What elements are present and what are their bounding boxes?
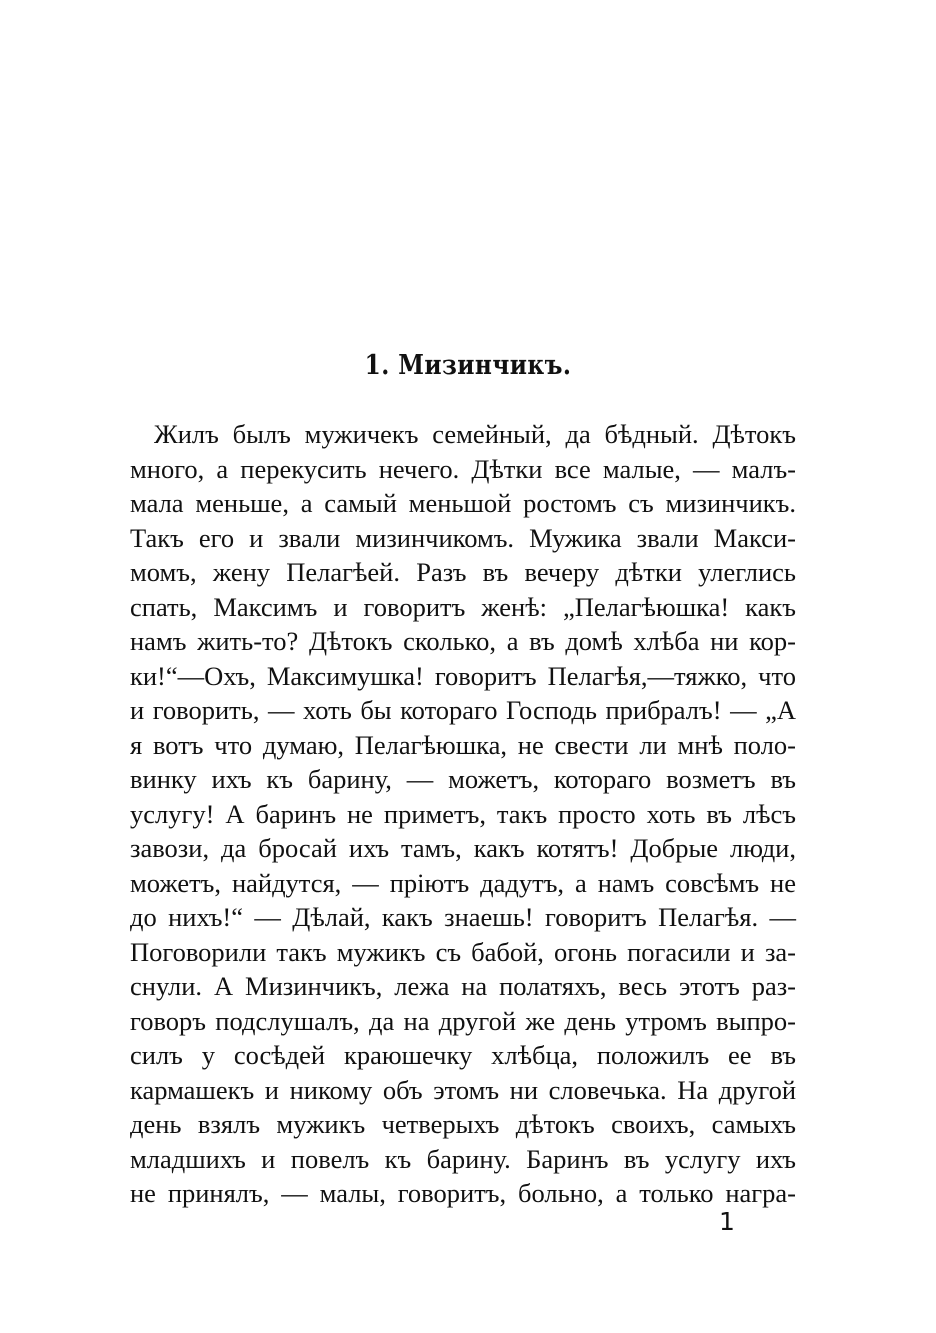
text-line: Жилъ былъ мужичекъ семейный, да бѣдный. Дѣтокъ [154, 419, 796, 449]
text-line: Такъ его и звали мизинчикомъ. Мужика звали Макси- [130, 522, 796, 553]
text-line: винку ихъ къ барину, — можетъ, котораго возметъ въ [130, 764, 796, 794]
text-line: много, а перекусить нечего. Дѣтки все малые, — малъ- [130, 453, 796, 484]
chapter-paragraph [130, 417, 796, 1211]
text-line: говоръ подслушалъ, да на другой же день утромъ выпро- [130, 1005, 796, 1036]
page-number: 1 [719, 1207, 735, 1236]
text-line: день взялъ мужикъ четверыхъ дѣтокъ своихъ, самыхъ [130, 1109, 796, 1139]
text-line: кармашекъ и никому объ этомъ ни словечька. На другой [130, 1074, 796, 1105]
text-line: завози, да бросай ихъ тамъ, какъ котятъ! Добрые люди, [130, 833, 796, 863]
text-line: я вотъ что думаю, Пелагѣюшка, не свести ли мнѣ поло- [130, 729, 796, 760]
text-line: не принялъ, — малы, говоритъ, больно, а только награ- [130, 1178, 796, 1208]
text-line: снули. А Мизинчикъ, лежа на полатяхъ, весь этотъ раз- [130, 971, 796, 1001]
text-line: можетъ, найдутся, — пріютъ дадутъ, а намъ совсѣмъ не [130, 867, 796, 898]
text-line: Поговорили такъ мужикъ съ бабой, огонь погасили и за- [130, 936, 796, 967]
text-line: момъ, жену Пелагѣей. Разъ въ вечеру дѣтки улеглись [130, 557, 796, 587]
chapter-title: 1. Мизинчикъ. [364, 350, 572, 381]
text-line: спать, Максимъ и говоритъ женѣ: „Пелагѣюшка! какъ [130, 591, 796, 622]
text-line: намъ жить-то? Дѣтокъ сколько, а въ домѣ хлѣба ни кор- [130, 626, 796, 656]
text-line: мала меньше, а самый меньшой ростомъ съ мизинчикъ. [130, 488, 796, 518]
text-line: услугу! А баринъ не приметъ, такъ просто хоть въ лѣсъ [130, 798, 796, 829]
text-line: ки!“—Охъ, Максимушка! говоритъ Пелагѣя,—тяжко, что [130, 660, 796, 691]
text-line: силъ у сосѣдей краюшечку хлѣбца, положилъ ее въ [130, 1040, 796, 1070]
text-line: и говорить, — хоть бы котораго Господь прибралъ! — „А [130, 695, 796, 725]
text-line: до нихъ!“ — Дѣлай, какъ знаешь! говоритъ Пелагѣя. — [130, 902, 796, 932]
text-line: младшихъ и повелъ къ барину. Баринъ въ услугу ихъ [130, 1143, 796, 1174]
